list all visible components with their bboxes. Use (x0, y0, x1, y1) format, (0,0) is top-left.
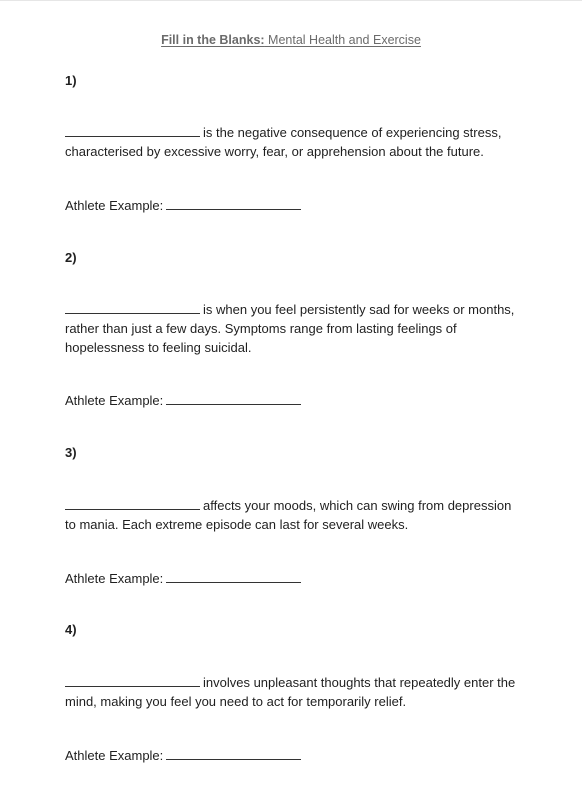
question-text-line (65, 300, 520, 358)
question-3 (65, 445, 520, 461)
question-number: 4) (65, 622, 77, 637)
athlete-example-label: Athlete Example: (65, 571, 164, 586)
athlete-example-label: Athlete Example: (65, 393, 164, 408)
athlete-example-label: Athlete Example: (65, 198, 164, 213)
example-blank[interactable] (166, 392, 301, 405)
example-blank[interactable] (166, 747, 301, 760)
answer-blank[interactable] (65, 674, 200, 687)
question-number: 3) (65, 445, 77, 460)
question-1 (65, 73, 520, 89)
question-text-line (65, 123, 520, 161)
athlete-example-label: Athlete Example: (65, 748, 164, 763)
example-blank[interactable] (166, 197, 301, 210)
question-2 (65, 250, 520, 266)
athlete-example (65, 197, 520, 214)
question-text: involves unpleasant thoughts that repeatedly enter the mind, making you feel you need to act for temporarily relief. (65, 675, 516, 710)
athlete-example (65, 392, 520, 409)
question-3-body (65, 496, 520, 534)
question-1-body (65, 123, 520, 161)
question-4 (65, 622, 520, 638)
athlete-example (65, 747, 520, 764)
answer-blank[interactable] (65, 497, 200, 510)
title-rest: Mental Health and Exercise (264, 33, 421, 47)
question-3-example (65, 570, 520, 587)
title-bold: Fill in the Blanks: (161, 33, 265, 47)
example-blank[interactable] (166, 570, 301, 583)
question-2-example (65, 392, 520, 409)
question-text: is when you feel persistently sad for weeks or months, rather than just a few days. Symptoms range from lasting feelings of hopelessness to feeling suicidal. (65, 302, 515, 356)
question-number: 1) (65, 73, 77, 88)
answer-blank[interactable] (65, 301, 200, 314)
question-4-example (65, 747, 520, 764)
question-2-body (65, 300, 520, 358)
question-text-line (65, 673, 520, 711)
question-number: 2) (65, 250, 77, 265)
question-text: affects your moods, which can swing from depression to mania. Each extreme episode can last for several weeks. (65, 498, 512, 533)
question-4-body (65, 673, 520, 711)
page-title (0, 33, 582, 47)
question-1-example (65, 197, 520, 214)
athlete-example (65, 570, 520, 587)
question-text-line (65, 496, 520, 534)
question-text: is the negative consequence of experiencing stress, characterised by excessive worry, fear, or apprehension about the future. (65, 125, 502, 160)
answer-blank[interactable] (65, 124, 200, 137)
